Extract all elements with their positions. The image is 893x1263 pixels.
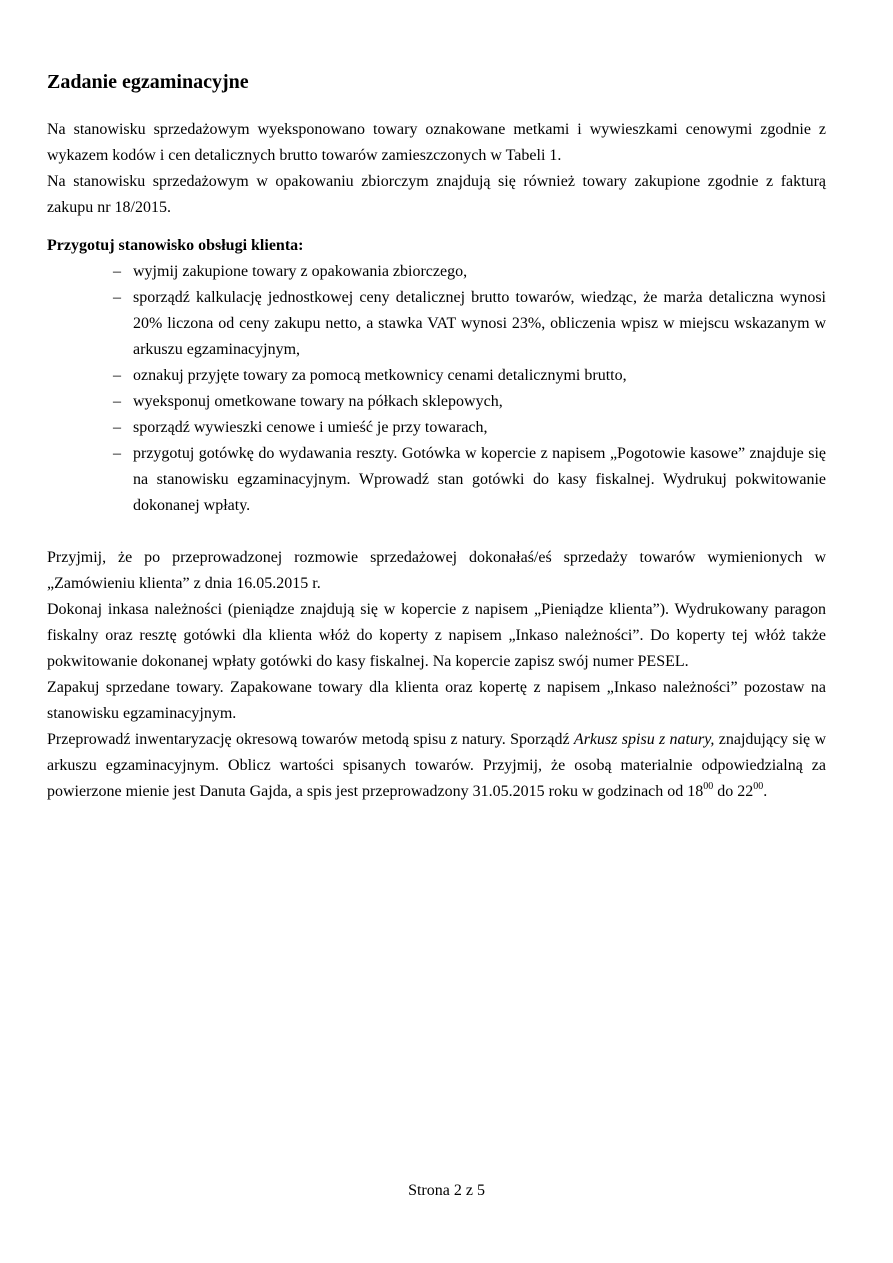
intro-paragraph: Na stanowisku sprzedażowym w opakowaniu zbiorczym znajdują się również towary zakupione zgodnie z fakturą zakupu nr 18/2015. bbox=[47, 173, 826, 216]
inventory-text: znajdujący się w arkuszu egzaminacyjnym. Oblicz wartości spisanych towarów. Przyjmij, że osobą materialnie odpowiedzialną za powierzone mienie jest Danuta Gajda, a spis jest przeprowadzony 31.05.2015 roku w godzinach od 18 bbox=[47, 731, 826, 800]
inventory-text: do 22 bbox=[713, 783, 754, 800]
list-item: – wyeksponuj ometkowane towary na półkach sklepowych, bbox=[133, 389, 826, 415]
preparation-heading: Przygotuj stanowisko obsługi klienta: bbox=[47, 237, 304, 254]
list-item: – oznakuj przyjęte towary za pomocą metkownicy cenami detalicznymi brutto, bbox=[133, 363, 826, 389]
list-item: – sporządź kalkulację jednostkowej ceny detalicznej brutto towarów, wiedząc, że marża detaliczna wynosi 20% liczona od ceny zakupu netto, a stawka VAT wynosi 23%, obliczenia wpisz w miejscu wskazanym w arkuszu egzaminacyjnym, bbox=[133, 285, 826, 363]
time-superscript: 00 bbox=[753, 781, 764, 792]
body-paragraph: Zapakuj sprzedane towary. Zapakowane towary dla klienta oraz kopertę z napisem „Inkaso należności” pozostaw na stanowisku egzaminacyjnym. bbox=[47, 679, 826, 722]
intro-section bbox=[47, 117, 826, 221]
time-superscript: 00 bbox=[703, 781, 714, 792]
inventory-sheet-name: Arkusz spisu z natury, bbox=[573, 731, 715, 748]
list-item: – przygotuj gotówkę do wydawania reszty. Gotówka w kopercie z napisem „Pogotowie kasowe” znajduje się na stanowisku egzaminacyjnym. Wprowadź stan gotówki do kasy fiskalnej. Wydrukuj pokwitowanie dokonanej wpłaty. bbox=[133, 441, 826, 519]
inventory-text: . bbox=[763, 783, 768, 800]
page-title: Zadanie egzaminacyjne bbox=[47, 71, 249, 93]
list-item: – sporządź wywieszki cenowe i umieść je przy towarach, bbox=[133, 415, 826, 441]
inventory-paragraph bbox=[47, 727, 826, 805]
preparation-section bbox=[47, 233, 826, 519]
list-item: – wyjmij zakupione towary z opakowania zbiorczego, bbox=[133, 259, 826, 285]
body-paragraph: Dokonaj inkasa należności (pieniądze znajdują się w kopercie z napisem „Pieniądze klienta”). Wydrukowany paragon fiskalny oraz resztę gotówki dla klienta włóż do koperty z napisem „Inkaso należności”. Do koperty tej włóż także pokwitowanie dokonanej wpłaty gotówki do kasy fiskalnej. Na kopercie zapisz swój numer PESEL. bbox=[47, 601, 826, 670]
instructions-section bbox=[47, 545, 826, 805]
page-number: Strona 2 z 5 bbox=[408, 1182, 485, 1199]
body-paragraph: Przyjmij, że po przeprowadzonej rozmowie sprzedażowej dokonałaś/eś sprzedaży towarów wymienionych w „Zamówieniu klienta” z dnia 16.05.2015 r. bbox=[47, 549, 826, 592]
preparation-list bbox=[47, 259, 826, 519]
inventory-text: Przeprowadź inwentaryzację okresową towarów metodą spisu z natury. Sporządź bbox=[47, 731, 574, 748]
intro-paragraph: Na stanowisku sprzedażowym wyeksponowano towary oznakowane metkami i wywieszkami cenowymi zgodnie z wykazem kodów i cen detalicznych brutto towarów zamieszczonych w Tabeli 1. bbox=[47, 121, 826, 164]
